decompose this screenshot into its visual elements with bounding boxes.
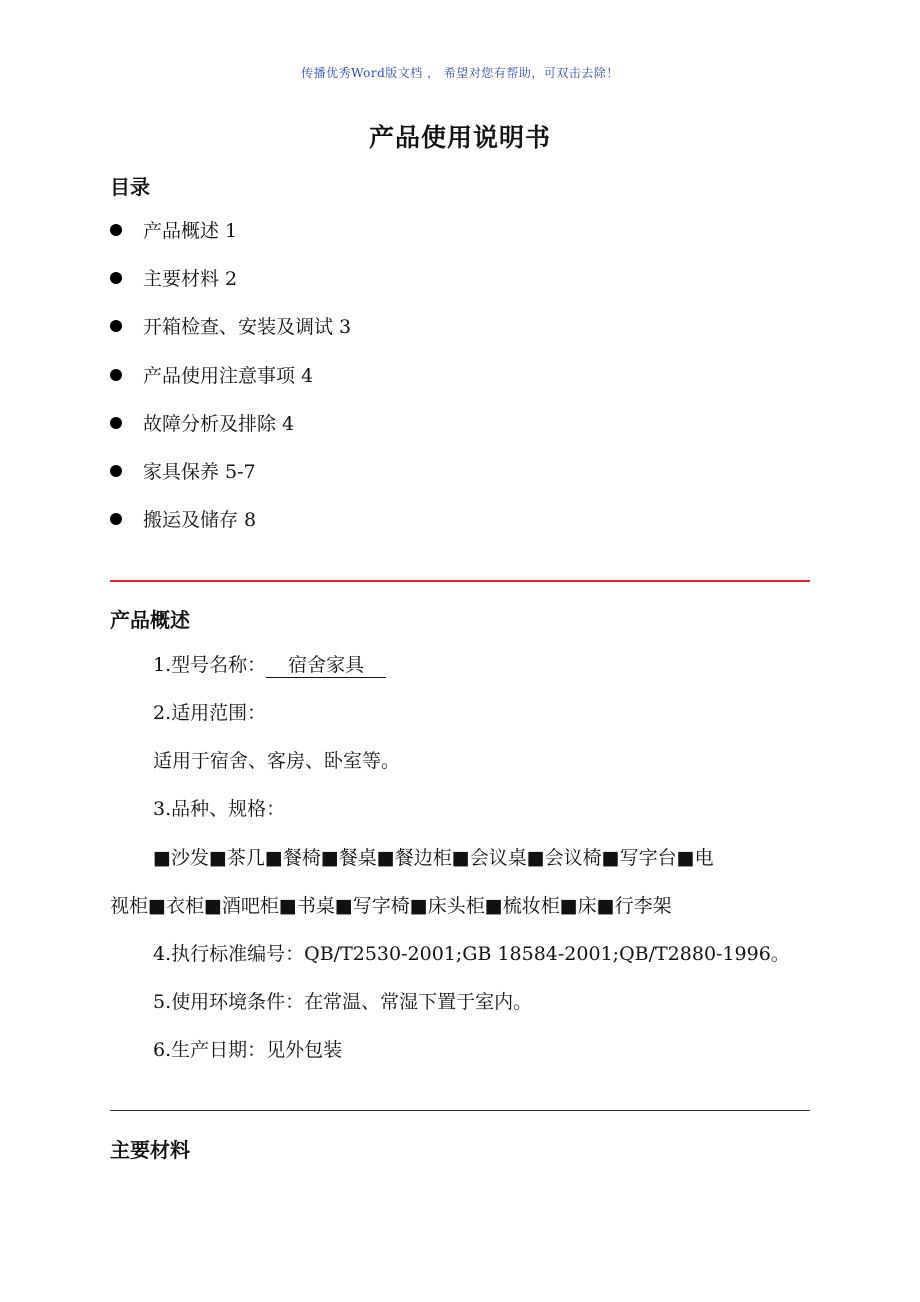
model-line <box>153 652 386 678</box>
toc-item <box>110 264 351 312</box>
header-note: 传播优秀Word版文档 ， 希望对您有帮助，可双击去除！ <box>301 66 619 80</box>
materials-heading: 主要材料 <box>110 1138 190 1162</box>
toc-heading: 目录 <box>110 175 150 199</box>
toc-item-label: 故障分析及排除 4 <box>143 412 295 435</box>
toc-item-label: 产品使用注意事项 4 <box>143 364 314 387</box>
bullet-icon <box>110 224 122 236</box>
toc-list <box>110 216 351 553</box>
bullet-icon <box>110 513 122 525</box>
environment-line: 5.使用环境条件：在常温、常湿下置于室内。 <box>153 991 533 1013</box>
standard-line: 4.执行标准编号：QB/T2530-2001;GB 18584-2001;QB/T2880-1996。 <box>153 943 790 965</box>
toc-item <box>110 361 351 409</box>
document-title: 产品使用说明书 <box>368 123 551 152</box>
varieties-line-2: 视柜■衣柜■酒吧柜■书桌■写字椅■床头柜■梳妆柜■床■行李架 <box>110 895 672 917</box>
scope-text: 适用于宿舍、客房、卧室等。 <box>153 750 401 772</box>
varieties-line-1: ■沙发■茶几■餐椅■餐桌■餐边柜■会议桌■会议椅■写字台■电 <box>153 847 714 869</box>
scope-label: 2.适用范围： <box>153 702 267 724</box>
bullet-icon <box>110 272 122 284</box>
toc-item-label: 开箱检查、安装及调试 3 <box>143 316 352 339</box>
bullet-icon <box>110 417 122 429</box>
toc-item-label: 主要材料 2 <box>143 268 238 291</box>
toc-item-label: 产品概述 1 <box>143 220 238 242</box>
varieties-label: 3.品种、规格： <box>153 798 286 820</box>
bullet-icon <box>110 320 122 332</box>
toc-item <box>110 409 351 457</box>
model-label: 1.型号名称： <box>153 654 267 676</box>
model-value: 宿舍家具 <box>266 653 386 678</box>
bullet-icon <box>110 465 122 477</box>
toc-item <box>110 505 351 553</box>
toc-item-label: 家具保养 5-7 <box>143 460 256 483</box>
bullet-icon <box>110 369 122 381</box>
overview-heading: 产品概述 <box>110 608 190 632</box>
section-divider-red <box>110 580 810 582</box>
toc-item-label: 搬运及储存 8 <box>143 509 257 532</box>
toc-item <box>110 457 351 505</box>
toc-item <box>110 312 351 360</box>
production-date-line: 6.生产日期：见外包装 <box>153 1039 343 1061</box>
toc-item <box>110 216 351 264</box>
section-divider <box>110 1110 810 1111</box>
